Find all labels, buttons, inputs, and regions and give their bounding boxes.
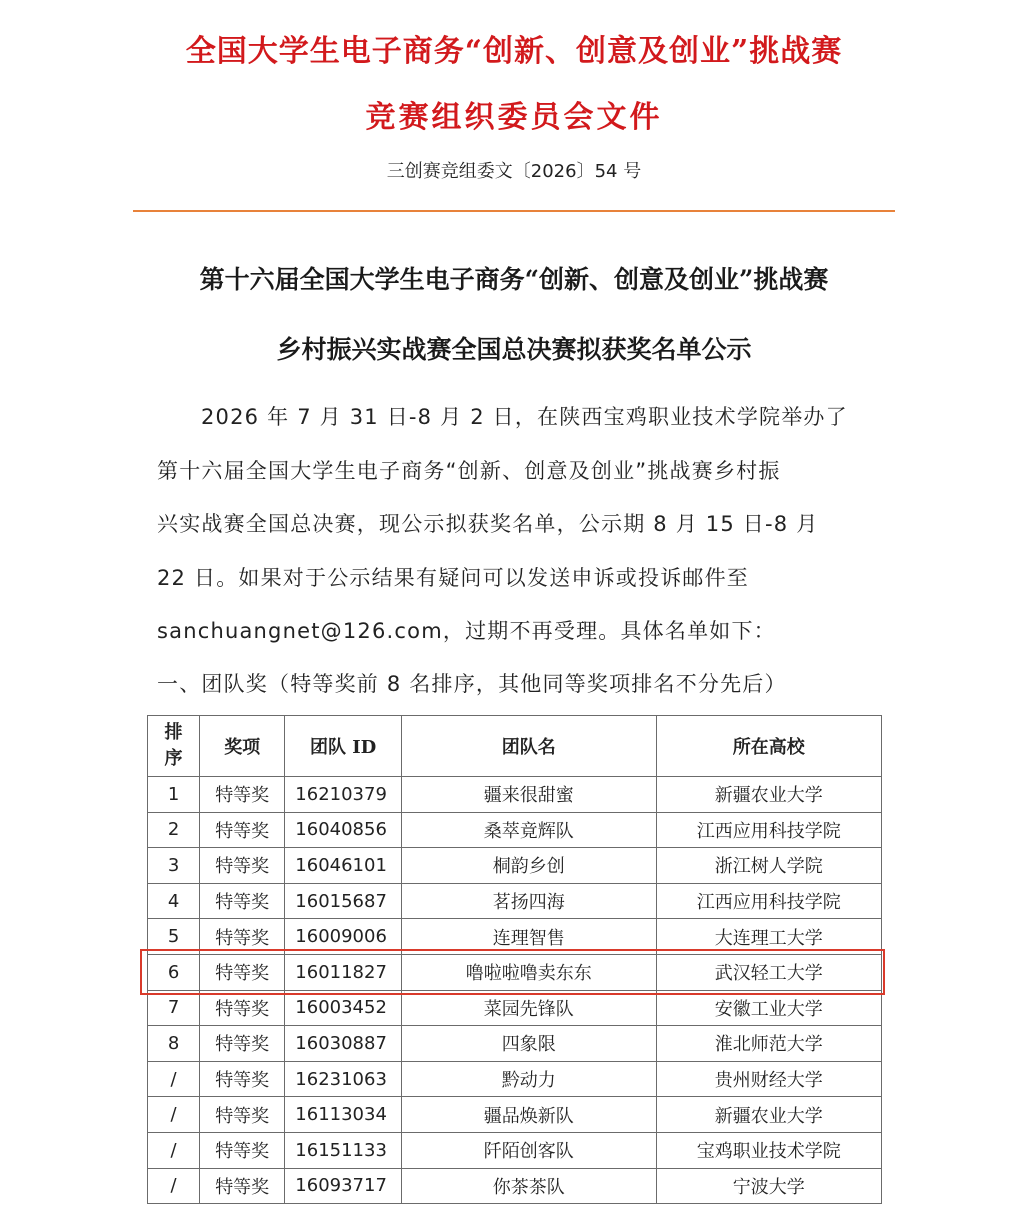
cell-team-name: 黔动力 — [401, 1061, 656, 1097]
cell-award: 特等奖 — [200, 812, 285, 848]
paragraph-line: sanchuangnet@126.com，过期不再受理。具体名单如下： — [157, 619, 776, 643]
cell-school: 浙江树人学院 — [656, 848, 881, 884]
awards-table — [147, 715, 882, 1204]
cell-team-id: 16210379 — [285, 777, 402, 813]
cell-rank: 3 — [148, 848, 200, 884]
cell-team-name: 疆品焕新队 — [401, 1097, 656, 1133]
cell-school: 武汉轻工大学 — [656, 954, 881, 990]
header-title-line1: 全国大学生电子商务“创新、创意及创业”挑战赛 — [185, 34, 843, 69]
table-row — [148, 1097, 882, 1133]
cell-team-name: 茗扬四海 — [401, 883, 656, 919]
header-team-id: 团队 ID — [285, 716, 402, 777]
table-row — [148, 1168, 882, 1204]
cell-rank: 2 — [148, 812, 200, 848]
table-row — [148, 812, 882, 848]
header-rank: 排 序 — [148, 716, 200, 777]
cell-team-name: 菜园先锋队 — [401, 990, 656, 1026]
cell-team-name: 阡陌创客队 — [401, 1132, 656, 1168]
cell-team-id: 16003452 — [285, 990, 402, 1026]
cell-award: 特等奖 — [200, 848, 285, 884]
table-row — [148, 954, 882, 990]
cell-award: 特等奖 — [200, 1026, 285, 1062]
cell-team-id: 16231063 — [285, 1061, 402, 1097]
section-heading: 一、团队奖（特等奖前 8 名排序，其他同等奖项排名不分先后） — [157, 672, 787, 696]
cell-award: 特等奖 — [200, 1097, 285, 1133]
cell-rank: 7 — [148, 990, 200, 1026]
cell-rank: 4 — [148, 883, 200, 919]
cell-award: 特等奖 — [200, 883, 285, 919]
cell-award: 特等奖 — [200, 990, 285, 1026]
cell-team-name: 疆来很甜蜜 — [401, 777, 656, 813]
notice-title-line1: 第十六届全国大学生电子商务“创新、创意及创业”挑战赛 — [199, 265, 829, 294]
cell-rank: 5 — [148, 919, 200, 955]
cell-team-id: 16011827 — [285, 954, 402, 990]
cell-school: 江西应用科技学院 — [656, 883, 881, 919]
cell-rank: / — [148, 1132, 200, 1168]
cell-team-id: 16015687 — [285, 883, 402, 919]
table-row — [148, 990, 882, 1026]
cell-rank: 6 — [148, 954, 200, 990]
cell-award: 特等奖 — [200, 777, 285, 813]
cell-award: 特等奖 — [200, 954, 285, 990]
table-header-row — [148, 716, 882, 777]
header-team-name: 团队名 — [401, 716, 656, 777]
cell-team-name: 四象限 — [401, 1026, 656, 1062]
cell-award: 特等奖 — [200, 1168, 285, 1204]
cell-school: 新疆农业大学 — [656, 1097, 881, 1133]
cell-team-id: 16093717 — [285, 1168, 402, 1204]
table-row — [148, 848, 882, 884]
cell-team-id: 16046101 — [285, 848, 402, 884]
cell-team-id: 16113034 — [285, 1097, 402, 1133]
header-school: 所在高校 — [656, 716, 881, 777]
cell-team-name: 你茶茶队 — [401, 1168, 656, 1204]
cell-school: 宁波大学 — [656, 1168, 881, 1204]
paragraph-line: 兴实战赛全国总决赛，现公示拟获奖名单，公示期 8 月 15 日-8 月 — [157, 512, 819, 536]
cell-school: 宝鸡职业技术学院 — [656, 1132, 881, 1168]
header-title-line2: 竞赛组织委员会文件 — [365, 100, 663, 135]
cell-rank: / — [148, 1097, 200, 1133]
cell-school: 安徽工业大学 — [656, 990, 881, 1026]
cell-school: 江西应用科技学院 — [656, 812, 881, 848]
table-row — [148, 1061, 882, 1097]
cell-rank: / — [148, 1061, 200, 1097]
table-row — [148, 777, 882, 813]
notice-title-line2: 乡村振兴实战赛全国总决赛拟获奖名单公示 — [276, 335, 752, 364]
paragraph-line: 22 日。如果对于公示结果有疑问可以发送申诉或投诉邮件至 — [157, 565, 749, 590]
cell-school: 贵州财经大学 — [656, 1061, 881, 1097]
cell-team-id: 16009006 — [285, 919, 402, 955]
notice-paragraph — [157, 391, 877, 659]
cell-team-name: 桑萃竟辉队 — [401, 812, 656, 848]
table-row — [148, 883, 882, 919]
cell-team-id: 16030887 — [285, 1026, 402, 1062]
cell-team-id: 16040856 — [285, 812, 402, 848]
cell-rank: 1 — [148, 777, 200, 813]
table-row — [148, 919, 882, 955]
cell-school: 淮北师范大学 — [656, 1026, 881, 1062]
cell-team-name: 噜啦啦噜卖东东 — [401, 954, 656, 990]
paragraph-line: 2026 年 7 月 31 日-8 月 2 日，在陕西宝鸡职业技术学院举办了 — [201, 405, 848, 429]
cell-rank: 8 — [148, 1026, 200, 1062]
header-divider — [133, 210, 895, 212]
cell-award: 特等奖 — [200, 1132, 285, 1168]
cell-award: 特等奖 — [200, 919, 285, 955]
cell-team-name: 连理智售 — [401, 919, 656, 955]
header-award: 奖项 — [200, 716, 285, 777]
paragraph-line: 第十六届全国大学生电子商务“创新、创意及创业”挑战赛乡村振 — [157, 458, 781, 483]
cell-award: 特等奖 — [200, 1061, 285, 1097]
document-number: 三创赛竞组委文〔2026〕54 号 — [386, 161, 642, 182]
cell-school: 大连理工大学 — [656, 919, 881, 955]
cell-rank: / — [148, 1168, 200, 1204]
cell-team-name: 桐韵乡创 — [401, 848, 656, 884]
table-row — [148, 1026, 882, 1062]
table-row — [148, 1132, 882, 1168]
cell-team-id: 16151133 — [285, 1132, 402, 1168]
cell-school: 新疆农业大学 — [656, 777, 881, 813]
